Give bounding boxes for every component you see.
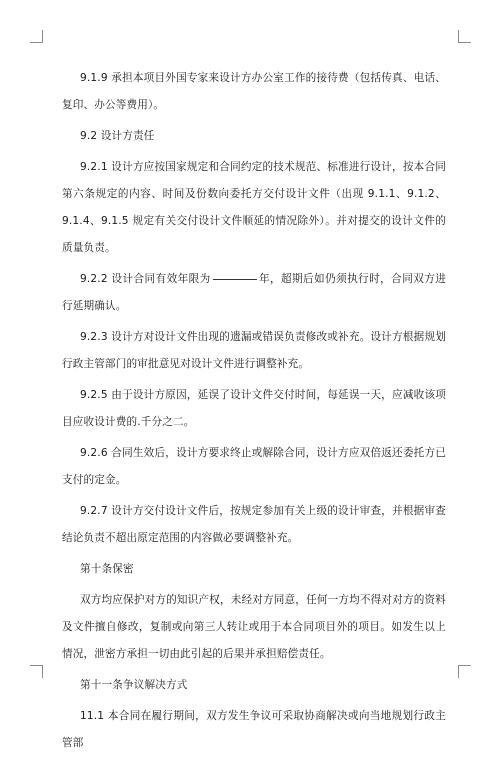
clause-9-2-3: 9.2.3 设计方对设计文件出现的遗漏或错误负责修改或补充。设计方根据规划行政主管部门的审批意见对设计文件进行调整补充。 — [62, 331, 446, 370]
section-heading-11: 第十一条争议解决方式 — [80, 679, 188, 691]
clause-9-1-9: 9.1.9 承担本项目外国专家来设计方办公室工作的接待费（包括传真、电话、复印、办公等费用）。 — [62, 72, 446, 111]
clause-9-2-2-after: 年，超期后如仍须执行时，合同双方进行延期确认。 — [62, 273, 446, 312]
fill-in-blank — [213, 278, 257, 280]
clause-9-2-6: 9.2.6 合同生效后，设计方要求终止或解除合同，设计方应双倍返还委托方已支付的定金。 — [62, 447, 446, 486]
document-body — [62, 65, 446, 761]
crop-mark-bottom-right — [458, 665, 471, 678]
crop-mark-top-left — [30, 30, 43, 43]
clause-9-2-5: 9.2.5 由于设计方原因，延误了设计文件交付时间，每延误一天，应减收该项目应收设计费的.千分之二。 — [62, 389, 446, 428]
clause-9-2-1: 9.2.1 设计方应按国家规定和合同约定的技术规范、标准进行设计，按本合同第六条规定的内容、时间及份数向委托方交付设计文件（出现 9.1.1、9.1.2、9.1.4、9.1.5 规定有关交付设计文件顺延的情况除外）。并对提交的设计文件的质量负责。 — [62, 161, 446, 254]
clause-11-1: 11.1 本合同在履行期间，双方发生争议可采取协商解决或向当地规划行政主管部 — [62, 710, 446, 749]
clause-9-2-2 — [62, 266, 446, 320]
section-heading-10: 第十条保密 — [80, 563, 134, 575]
clause-9-2-7: 9.2.7 设计方交付设计文件后，按规定参加有关上级的设计审查，并根据审查结论负责不超出原定范围的内容做必要调整补充。 — [62, 505, 446, 544]
clause-10-body: 双方均应保护对方的知识产权，未经对方同意，任何一方均不得对对方的资料及文件擅自修改，复制或向第三人转让或用于本合同项目外的项目。如发生以上情况，泄密方承担一切由此引起的后果并承担赔偿责任。 — [62, 594, 446, 660]
crop-mark-bottom-left — [30, 665, 43, 678]
clause-9-2-2-before: 9.2.2 设计合同有效年限为 — [80, 273, 211, 285]
section-heading-9-2: 9.2 设计方责任 — [80, 130, 155, 142]
crop-mark-top-right — [458, 30, 471, 43]
